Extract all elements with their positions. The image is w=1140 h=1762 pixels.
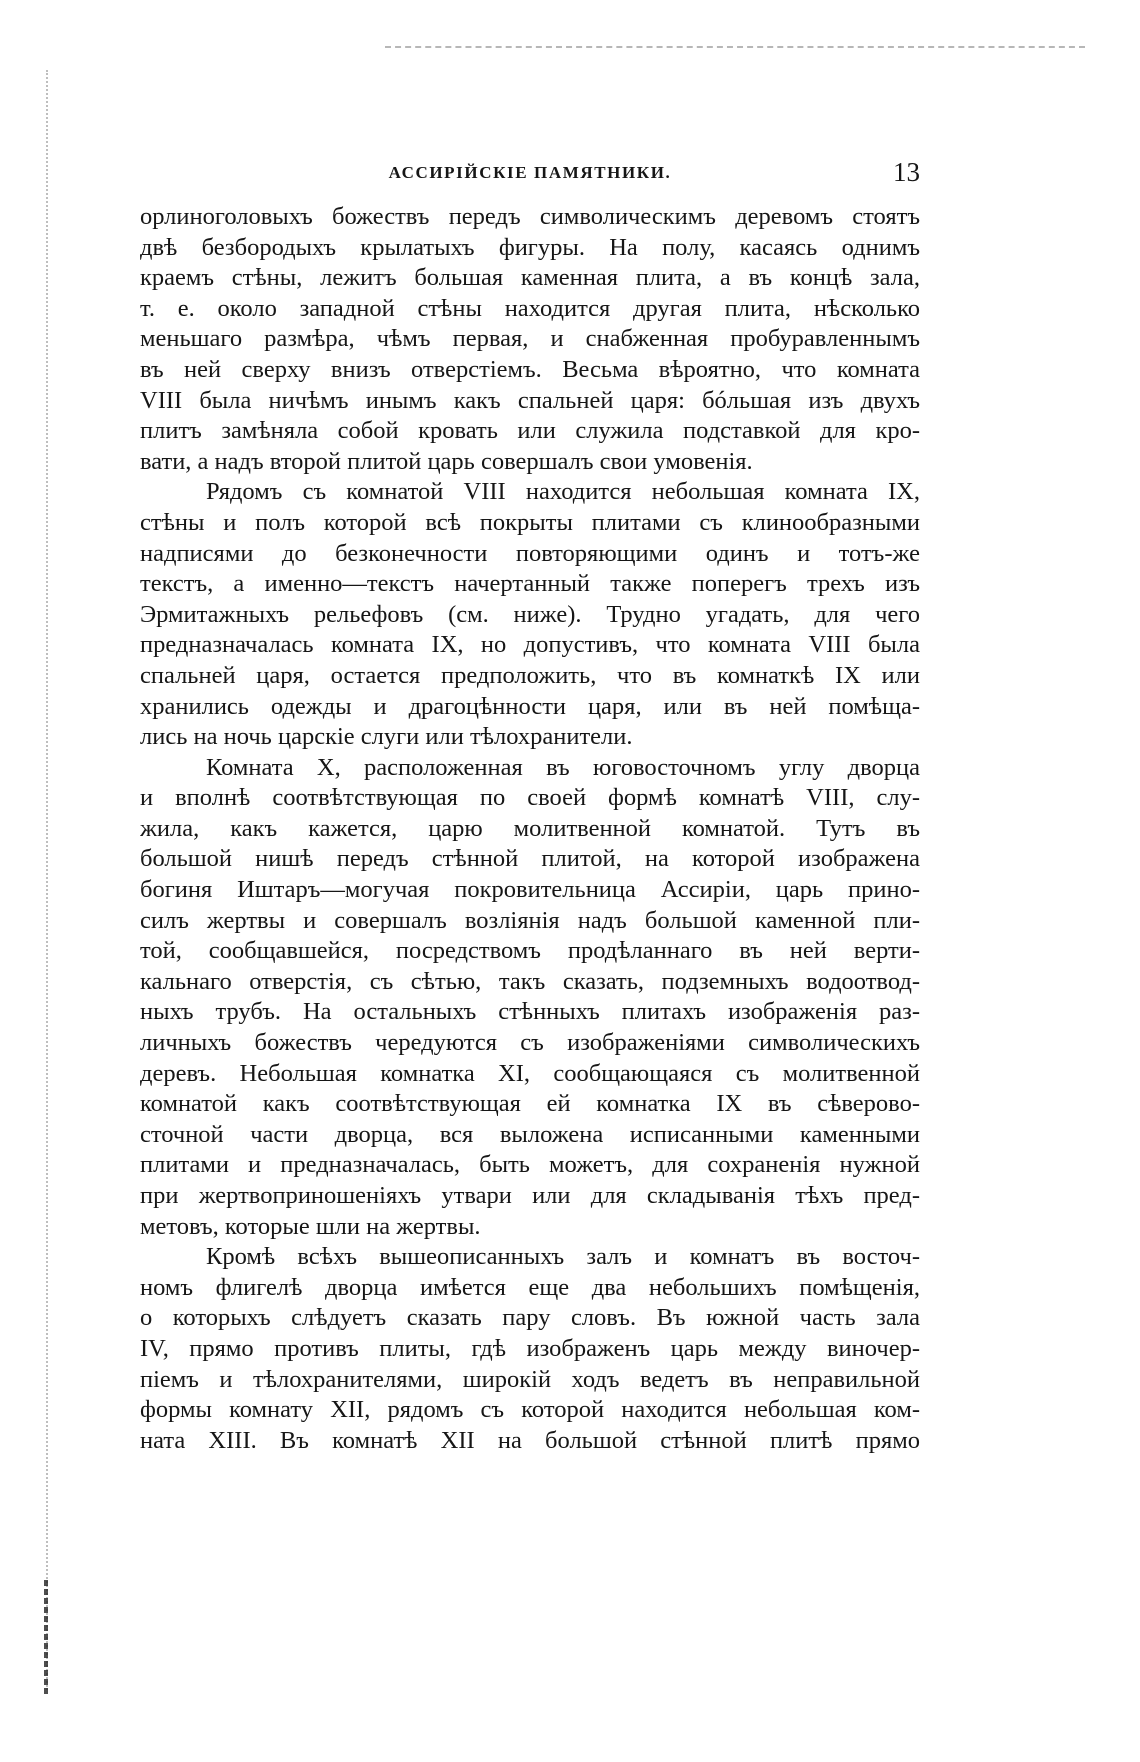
text-line: сточной части дворца, вся выложена исписанными каменными [140,1120,920,1148]
text-line: въ ней сверху внизъ отверстіемъ. Весьма вѣроятно, что комната [140,355,920,383]
text-line: меньшаго размѣра, чѣмъ первая, и снабженная пробуравленнымъ [140,325,920,353]
text-line: лись на ночь царскіе слуги или тѣлохранители. [140,723,633,751]
text-line: піемъ и тѣлохранителями, широкій ходъ ведетъ въ неправильной [140,1365,920,1393]
running-title: АССИРІЙСКІЕ ПАМЯТНИКИ. [388,163,672,182]
text-line: плитъ замѣняла собой кровать или служила подставкой для кро- [140,417,920,445]
text-line: той, сообщавшейся, посредствомъ продѣланнаго въ ней верти- [140,937,920,965]
page-number: 13 [893,157,920,187]
body-text [140,202,920,1456]
text-line: ната XIII. Въ комнатѣ XII на большой стѣнной плитѣ прямо [140,1426,920,1454]
text-line: ныхъ трубъ. На остальныхъ стѣнныхъ плитахъ изображенія раз- [140,998,920,1026]
text-line: Кромѣ всѣхъ вышеописанныхъ залъ и комнатъ въ восточ- [206,1243,920,1271]
text-line: спальней царя, остается предположить, что въ комнаткѣ IX или [140,661,920,689]
text-line: номъ флигелѣ дворца имѣется еще два небольшихъ помѣщенія, [140,1273,920,1301]
text-line: большой нишѣ передъ стѣнной плитой, на которой изображена [140,845,920,873]
text-line: плитами и предназначалась, быть можетъ, для сохраненія нужной [140,1151,920,1179]
text-line: вати, а надъ второй плитой царь совершалъ свои умовенія. [140,447,753,475]
text-line: хранились одежды и драгоцѣнности царя, или въ ней помѣща- [140,692,920,720]
scan-left-edge [46,70,48,1690]
text-line: жила, какъ кажется, царю молитвенной комнатой. Тутъ въ [140,814,920,842]
text-line: Эрмитажныхъ рельефовъ (см. ниже). Трудно угадать, для чего [140,600,920,628]
text-line: богиня Иштаръ—могучая покровительница Ассиріи, царь прино- [140,876,920,904]
text-line: надписями до безконечности повторяющими одинъ и тотъ-же [140,539,920,567]
text-line: текстъ, а именно—текстъ начертанный также поперегъ трехъ изъ [140,570,920,598]
paragraph-3 [140,753,920,1243]
text-line: кальнаго отверстія, съ сѣтью, такъ сказать, подземныхъ водоотвод- [140,967,920,995]
paragraph-1 [140,202,920,477]
text-line: деревъ. Небольшая комнатка XI, сообщающаяся съ молитвенной [140,1059,920,1087]
text-line: орлиноголовыхъ божествъ передъ символическимъ деревомъ стоятъ [140,203,920,230]
scan-binding-mark [44,1580,48,1695]
paragraph-4 [140,1242,920,1456]
running-head [140,157,920,187]
text-line: двѣ безбородыхъ крылатыхъ фигуры. На полу, касаясь однимъ [140,233,920,261]
text-line: краемъ стѣны, лежитъ большая каменная плита, а въ концѣ зала, [140,264,920,292]
paragraph-2 [140,477,920,752]
text-line: комнатой какъ соотвѣтствующая ей комнатка IX въ сѣверово- [140,1090,920,1118]
text-line: при жертвоприношеніяхъ утвари или для складыванія тѣхъ пред- [140,1182,920,1209]
text-line: метовъ, которые шли на жертвы. [140,1212,481,1240]
text-line: формы комнату XII, рядомъ съ которой находится небольшая ком- [140,1396,920,1424]
text-line: предназначалась комната IX, но допустивъ, что комната VIII была [140,631,920,659]
text-line: т. е. около западной стѣны находится другая плита, нѣсколько [140,294,920,322]
text-line: силъ жертвы и совершалъ возліянія надъ большой каменной пли- [140,906,920,934]
scan-top-rule [385,46,1085,48]
text-line: Рядомъ съ комнатой VIII находится небольшая комната IX, [206,478,920,506]
text-line: IV, прямо противъ плиты, гдѣ изображенъ царь между виночер- [140,1334,920,1362]
text-line: стѣны и полъ которой всѣ покрыты плитами съ клинообразными [140,508,920,536]
text-line: Комната X, расположенная въ юговосточномъ углу дворца [206,753,920,781]
text-line: и вполнѣ соотвѣтствующая по своей формѣ комнатѣ VIII, слу- [140,784,920,812]
text-line: личныхъ божествъ чередуются съ изображеніями символическихъ [140,1029,920,1057]
text-line: VIII была ничѣмъ инымъ какъ спальней царя: бóльшая изъ двухъ [140,386,920,414]
text-line: о которыхъ слѣдуетъ сказать пару словъ. Въ южной часть зала [140,1304,920,1332]
